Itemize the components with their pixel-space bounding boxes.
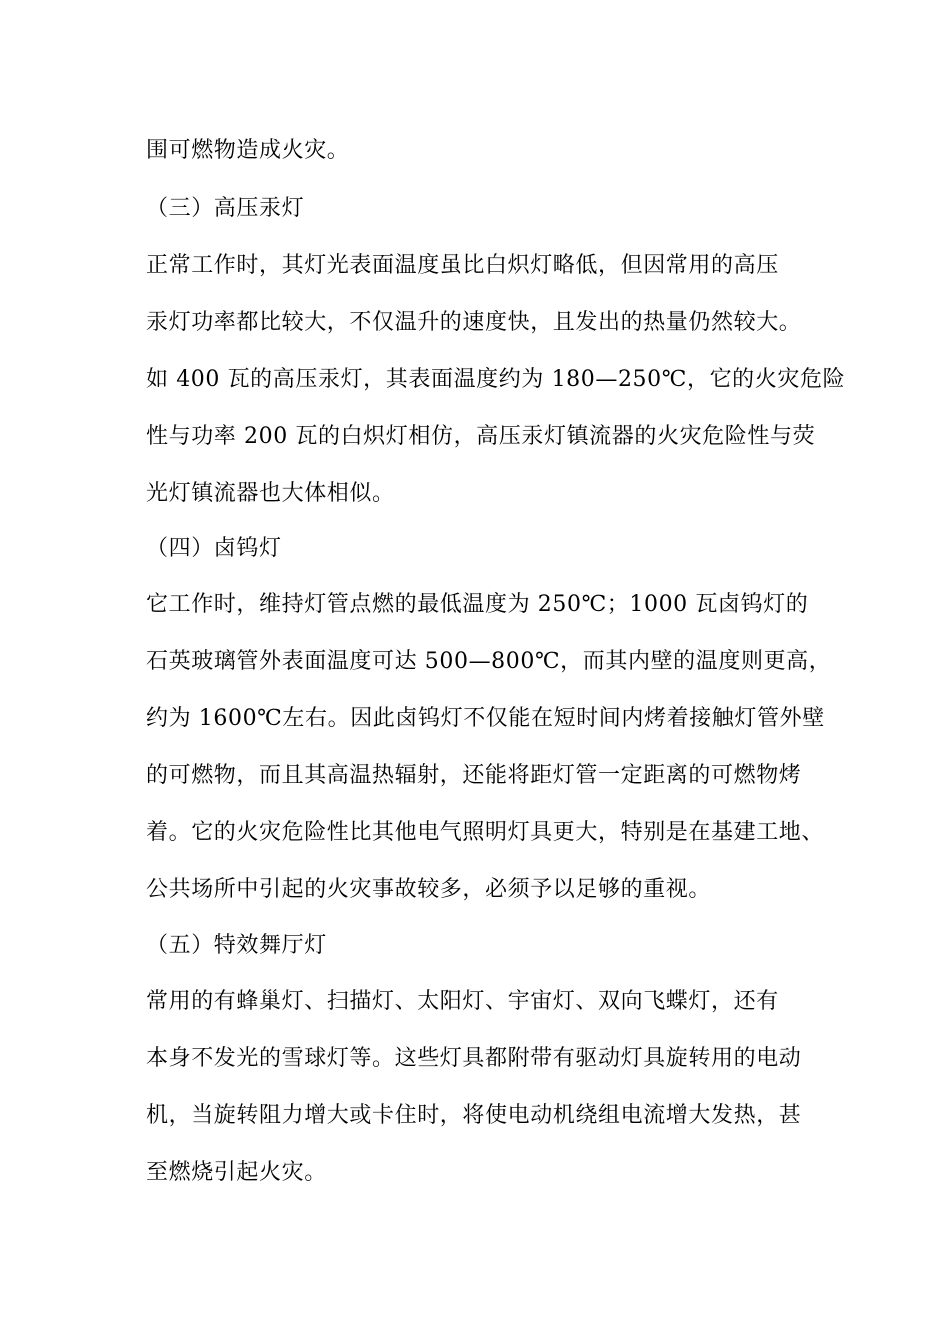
- paragraph-line: 光灯镇流器也大体相似。: [146, 481, 395, 506]
- paragraph-line: 着。它的火灾危险性比其他电气照明灯具更大，特别是在基建工地、: [146, 820, 825, 845]
- section-heading-5: （五）特效舞厅灯: [146, 933, 327, 958]
- paragraph-line: 的可燃物，而且其高温热辐射，还能将距灯管一定距离的可燃物烤: [146, 763, 802, 788]
- section-heading-3: （三）高压汞灯: [146, 196, 305, 221]
- paragraph-line: 石英玻璃管外表面温度可达 500—800℃，而其内壁的温度则更高，: [146, 649, 832, 674]
- paragraph-line: 围可燃物造成火灾。: [146, 138, 350, 163]
- paragraph-line: 约为 1600℃左右。因此卤钨灯不仅能在短时间内烤着接触灯管外壁: [146, 706, 825, 731]
- paragraph-line: 常用的有蜂巢灯、扫描灯、太阳灯、宇宙灯、双向飞蝶灯，还有: [146, 989, 779, 1014]
- paragraph-line: 汞灯功率都比较大，不仅温升的速度快，且发出的热量仍然较大。: [146, 310, 802, 335]
- paragraph-line: 如 400 瓦的高压汞灯，其表面温度约为 180—250℃，它的火灾危险: [146, 367, 846, 392]
- paragraph-line: 正常工作时，其灯光表面温度虽比白炽灯略低，但因常用的高压: [146, 253, 779, 278]
- paragraph-line: 机，当旋转阻力增大或卡住时，将使电动机绕组电流增大发热，甚: [146, 1103, 802, 1128]
- paragraph-line: 性与功率 200 瓦的白炽灯相仿，高压汞灯镇流器的火灾危险性与荧: [146, 424, 816, 449]
- paragraph-line: 至燃烧引起火灾。: [146, 1160, 327, 1185]
- section-heading-4: （四）卤钨灯: [146, 536, 282, 561]
- paragraph-line: 它工作时，维持灯管点燃的最低温度为 250℃；1000 瓦卤钨灯的: [146, 592, 809, 617]
- paragraph-line: 公共场所中引起的火灾事故较多，必须予以足够的重视。: [146, 877, 712, 902]
- paragraph-line: 本身不发光的雪球灯等。这些灯具都附带有驱动灯具旋转用的电动: [146, 1046, 802, 1071]
